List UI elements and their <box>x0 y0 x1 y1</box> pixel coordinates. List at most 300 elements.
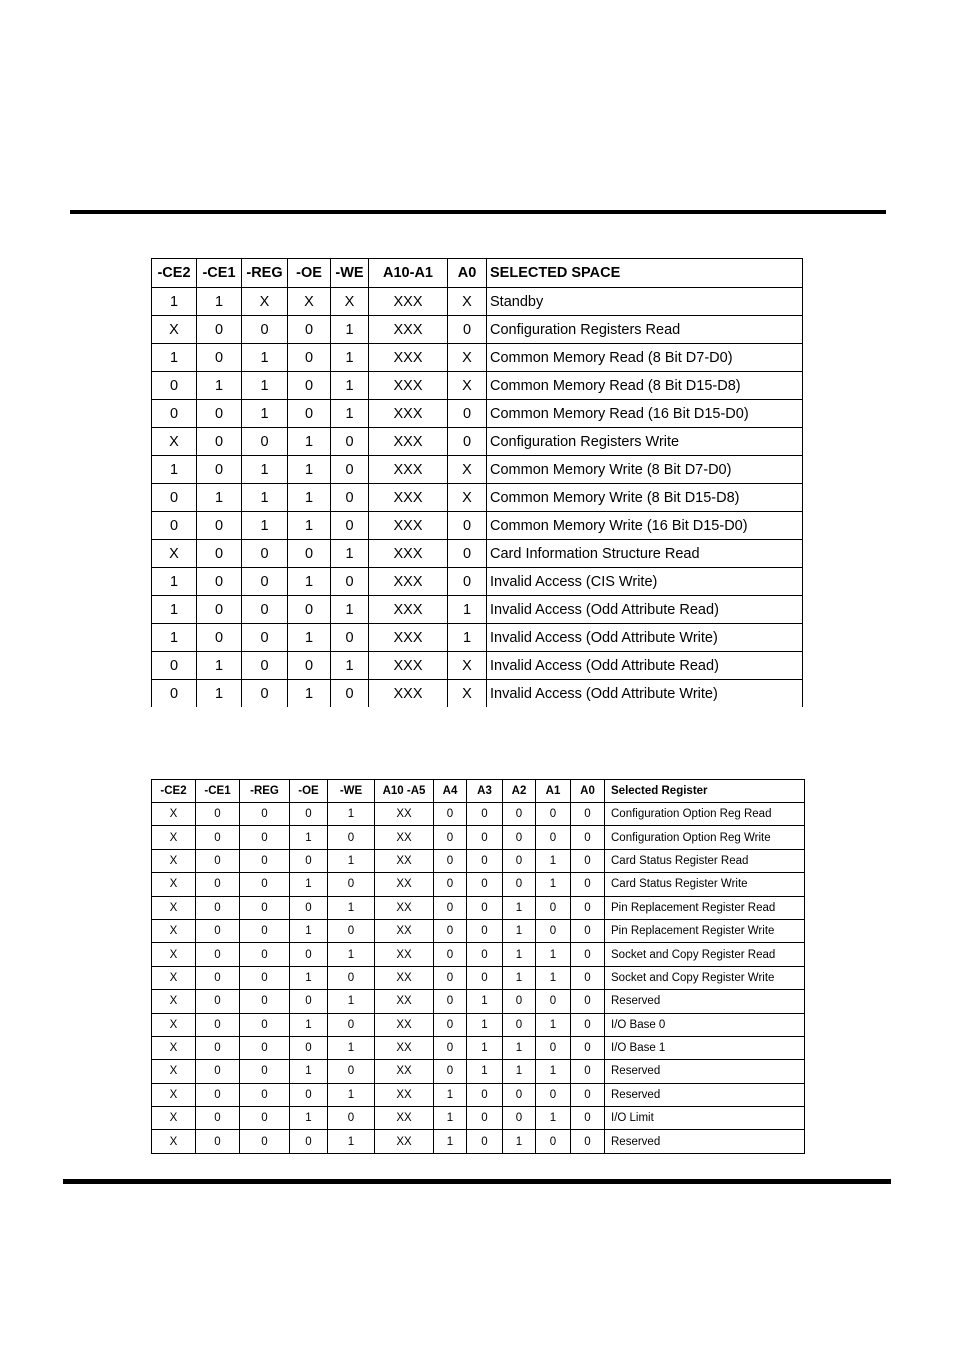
table-cell: 0 <box>240 803 290 826</box>
table-row <box>152 1013 805 1036</box>
table-cell: XXX <box>369 344 448 372</box>
table-cell: 0 <box>448 512 487 540</box>
table-cell: 0 <box>290 1083 328 1106</box>
table-row <box>152 966 805 989</box>
table-cell: 0 <box>571 990 605 1013</box>
table-cell: 1 <box>434 1107 467 1130</box>
table-cell: 0 <box>571 1107 605 1130</box>
table-cell: 0 <box>536 1036 571 1059</box>
table-cell: 1 <box>328 896 375 919</box>
table-row <box>152 826 805 849</box>
table-cell: 0 <box>152 652 197 680</box>
table-cell: 1 <box>197 680 242 708</box>
table-cell: 0 <box>331 512 369 540</box>
table-cell: 0 <box>152 512 197 540</box>
table-cell: 0 <box>196 1107 240 1130</box>
table-cell: X <box>152 943 196 966</box>
table-cell: 0 <box>240 1130 290 1153</box>
table-row <box>152 1130 805 1153</box>
table-cell: XXX <box>369 400 448 428</box>
table-cell: 0 <box>448 540 487 568</box>
table-cell: 0 <box>571 873 605 896</box>
row-description: Configuration Option Reg Write <box>605 826 805 849</box>
table-cell: 0 <box>536 803 571 826</box>
table-row <box>152 344 803 372</box>
table-cell: 1 <box>331 372 369 400</box>
row-description: Card Status Register Read <box>605 849 805 872</box>
table-cell: X <box>152 803 196 826</box>
table-cell: 1 <box>288 512 331 540</box>
table-cell: 1 <box>290 1107 328 1130</box>
table-cell: X <box>448 652 487 680</box>
table-cell: 0 <box>290 1130 328 1153</box>
table-cell: 0 <box>196 873 240 896</box>
table-cell: 0 <box>328 826 375 849</box>
table-cell: 0 <box>197 512 242 540</box>
table-cell: 0 <box>240 919 290 942</box>
table-cell: 0 <box>196 1036 240 1059</box>
table-cell: 1 <box>434 1083 467 1106</box>
register-table <box>151 779 805 1154</box>
table-cell: 0 <box>328 966 375 989</box>
table-cell: 0 <box>331 484 369 512</box>
table-cell: 0 <box>434 896 467 919</box>
table-cell: X <box>152 1083 196 1106</box>
table-cell: 0 <box>152 680 197 708</box>
table-cell: XX <box>375 1083 434 1106</box>
table-cell: 1 <box>290 1013 328 1036</box>
table-cell: 0 <box>571 896 605 919</box>
table-row <box>152 540 803 568</box>
column-header: -OE <box>290 780 328 803</box>
table-cell: 1 <box>152 288 197 316</box>
table-cell: 0 <box>467 919 503 942</box>
column-header: -REG <box>242 259 288 288</box>
table-cell: XXX <box>369 512 448 540</box>
table-cell: X <box>152 1130 196 1153</box>
table-cell: 0 <box>467 1083 503 1106</box>
table-cell: 0 <box>197 428 242 456</box>
table-cell: 0 <box>467 896 503 919</box>
table-cell: 0 <box>331 624 369 652</box>
table-cell: X <box>288 288 331 316</box>
top-divider <box>70 210 886 214</box>
table-cell: 1 <box>288 680 331 708</box>
table-cell: X <box>448 456 487 484</box>
table-cell: 1 <box>242 344 288 372</box>
table-cell: 0 <box>571 1060 605 1083</box>
table-row <box>152 652 803 680</box>
table-cell: 1 <box>503 943 536 966</box>
table-cell: 1 <box>328 849 375 872</box>
table-cell: X <box>152 540 197 568</box>
column-header: A1 <box>536 780 571 803</box>
column-header: A0 <box>448 259 487 288</box>
row-description: Common Memory Read (8 Bit D15-D8) <box>487 372 803 400</box>
table-cell: 0 <box>290 849 328 872</box>
table-cell: 0 <box>288 372 331 400</box>
table-cell: 0 <box>536 1130 571 1153</box>
table-row <box>152 919 805 942</box>
column-header: -CE2 <box>152 780 196 803</box>
table-cell: 0 <box>196 849 240 872</box>
table-cell: 1 <box>152 596 197 624</box>
table-cell: 0 <box>197 400 242 428</box>
table-cell: X <box>152 873 196 896</box>
table-cell: XXX <box>369 484 448 512</box>
table-cell: 0 <box>536 826 571 849</box>
table-row <box>152 1060 805 1083</box>
table-cell: 0 <box>331 568 369 596</box>
table-cell: 0 <box>240 966 290 989</box>
table-cell: 0 <box>240 943 290 966</box>
table-cell: X <box>152 1013 196 1036</box>
row-description: Common Memory Read (16 Bit D15-D0) <box>487 400 803 428</box>
table-cell: X <box>448 344 487 372</box>
table-cell: 0 <box>434 1013 467 1036</box>
table-cell: 0 <box>328 1107 375 1130</box>
table-cell: 1 <box>467 990 503 1013</box>
table-cell: 1 <box>328 990 375 1013</box>
table-cell: 0 <box>503 873 536 896</box>
table-cell: XXX <box>369 568 448 596</box>
table-row <box>152 680 803 708</box>
table-cell: 0 <box>196 803 240 826</box>
row-description: Pin Replacement Register Write <box>605 919 805 942</box>
table-cell: 0 <box>434 966 467 989</box>
column-header: A0 <box>571 780 605 803</box>
table-cell: 0 <box>288 652 331 680</box>
table-cell: 0 <box>571 1083 605 1106</box>
table-cell: 1 <box>242 512 288 540</box>
table-cell: 0 <box>197 624 242 652</box>
table-row <box>152 943 805 966</box>
table-row <box>152 288 803 316</box>
table-cell: X <box>448 288 487 316</box>
table-cell: 0 <box>571 966 605 989</box>
table-cell: 0 <box>242 596 288 624</box>
column-header: -CE2 <box>152 259 197 288</box>
row-description: Invalid Access (Odd Attribute Read) <box>487 652 803 680</box>
table-cell: XX <box>375 919 434 942</box>
row-description: Common Memory Write (8 Bit D7-D0) <box>487 456 803 484</box>
table-cell: 0 <box>242 540 288 568</box>
table-cell: X <box>152 1060 196 1083</box>
table-cell: 1 <box>288 484 331 512</box>
table-cell: 0 <box>288 400 331 428</box>
table-cell: 0 <box>240 1107 290 1130</box>
row-description: Standby <box>487 288 803 316</box>
table-cell: 1 <box>536 943 571 966</box>
table-cell: 0 <box>242 652 288 680</box>
table-row <box>152 316 803 344</box>
table2-body <box>152 803 805 1154</box>
table-cell: 1 <box>503 966 536 989</box>
table-cell: XX <box>375 873 434 896</box>
table-cell: 1 <box>288 624 331 652</box>
table-cell: 1 <box>288 456 331 484</box>
row-description: Reserved <box>605 1060 805 1083</box>
table-cell: 0 <box>242 680 288 708</box>
table-cell: 0 <box>331 428 369 456</box>
table-row <box>152 400 803 428</box>
table-cell: 1 <box>290 873 328 896</box>
table-cell: 0 <box>434 849 467 872</box>
table-cell: 1 <box>328 1083 375 1106</box>
table-cell: 0 <box>197 456 242 484</box>
table-cell: 0 <box>196 919 240 942</box>
row-description: Pin Replacement Register Read <box>605 896 805 919</box>
table-cell: 0 <box>196 1060 240 1083</box>
table-cell: 0 <box>152 484 197 512</box>
table-cell: 0 <box>331 456 369 484</box>
table-cell: 1 <box>503 919 536 942</box>
table-cell: 0 <box>242 624 288 652</box>
table-cell: XXX <box>369 652 448 680</box>
table-cell: 1 <box>152 344 197 372</box>
table-cell: 1 <box>197 484 242 512</box>
table-cell: XX <box>375 849 434 872</box>
row-description: Invalid Access (Odd Attribute Read) <box>487 596 803 624</box>
table-cell: 0 <box>328 873 375 896</box>
table-cell: 1 <box>152 568 197 596</box>
row-description: Reserved <box>605 1083 805 1106</box>
table-cell: XX <box>375 1130 434 1153</box>
table-cell: 1 <box>288 428 331 456</box>
row-description: Reserved <box>605 1130 805 1153</box>
bottom-divider <box>63 1179 891 1184</box>
table-cell: 0 <box>503 803 536 826</box>
column-header: -CE1 <box>196 780 240 803</box>
table-cell: XX <box>375 966 434 989</box>
table-cell: 1 <box>328 803 375 826</box>
table-cell: X <box>152 1107 196 1130</box>
table-cell: 1 <box>503 1130 536 1153</box>
column-header: A10-A1 <box>369 259 448 288</box>
table-cell: XX <box>375 1036 434 1059</box>
table-cell: X <box>152 919 196 942</box>
table-cell: 0 <box>240 1013 290 1036</box>
table-cell: X <box>152 1036 196 1059</box>
table-cell: X <box>152 826 196 849</box>
table-cell: 1 <box>328 1130 375 1153</box>
table-cell: 0 <box>197 568 242 596</box>
column-header: SELECTED SPACE <box>487 259 803 288</box>
table1-header <box>152 259 803 288</box>
table-cell: 0 <box>571 1036 605 1059</box>
table-cell: 0 <box>434 803 467 826</box>
table-cell: 1 <box>290 826 328 849</box>
table-cell: 0 <box>571 803 605 826</box>
column-header: A10 -A5 <box>375 780 434 803</box>
table-cell: 1 <box>197 288 242 316</box>
row-description: Card Information Structure Read <box>487 540 803 568</box>
table-cell: 1 <box>503 896 536 919</box>
table-cell: 0 <box>467 943 503 966</box>
table-cell: 0 <box>196 1130 240 1153</box>
table-cell: 1 <box>536 1107 571 1130</box>
column-header: -REG <box>240 780 290 803</box>
table-cell: 0 <box>467 1107 503 1130</box>
table1-header-row <box>152 259 803 288</box>
row-description: Configuration Registers Read <box>487 316 803 344</box>
table-cell: 0 <box>448 428 487 456</box>
table-cell: 0 <box>448 400 487 428</box>
table-cell: 0 <box>290 990 328 1013</box>
table-row <box>152 456 803 484</box>
table-cell: 1 <box>290 919 328 942</box>
table-cell: 1 <box>152 624 197 652</box>
table-cell: XXX <box>369 288 448 316</box>
table-cell: X <box>448 372 487 400</box>
table-cell: 0 <box>196 990 240 1013</box>
table-cell: 1 <box>503 1036 536 1059</box>
table-cell: XXX <box>369 624 448 652</box>
column-header: A2 <box>503 780 536 803</box>
row-description: Common Memory Write (8 Bit D15-D8) <box>487 484 803 512</box>
table-cell: XXX <box>369 316 448 344</box>
table-cell: 0 <box>571 1013 605 1036</box>
table-cell: 1 <box>328 1036 375 1059</box>
table-cell: 1 <box>331 344 369 372</box>
table-cell: 0 <box>152 372 197 400</box>
table-cell: 0 <box>290 896 328 919</box>
table-cell: 0 <box>240 1083 290 1106</box>
table-cell: X <box>448 680 487 708</box>
table2-header-row <box>152 780 805 803</box>
table-cell: 0 <box>197 316 242 344</box>
table-row <box>152 568 803 596</box>
table-cell: 0 <box>240 1060 290 1083</box>
table-cell: 1 <box>290 1060 328 1083</box>
table-cell: XXX <box>369 428 448 456</box>
row-description: I/O Limit <box>605 1107 805 1130</box>
table-cell: 1 <box>467 1036 503 1059</box>
table-row <box>152 624 803 652</box>
table-cell: XX <box>375 990 434 1013</box>
table-cell: XXX <box>369 456 448 484</box>
table-cell: 0 <box>240 990 290 1013</box>
table-cell: 1 <box>434 1130 467 1153</box>
column-header: -WE <box>328 780 375 803</box>
table-cell: 0 <box>196 943 240 966</box>
table-cell: 0 <box>571 943 605 966</box>
table-cell: 1 <box>290 966 328 989</box>
table-cell: 0 <box>434 826 467 849</box>
row-description: Socket and Copy Register Read <box>605 943 805 966</box>
table-cell: 0 <box>434 943 467 966</box>
table-cell: XX <box>375 1060 434 1083</box>
table-cell: 0 <box>196 896 240 919</box>
table-cell: 1 <box>197 372 242 400</box>
table-cell: 1 <box>536 966 571 989</box>
table-cell: 1 <box>288 568 331 596</box>
table-cell: 0 <box>288 596 331 624</box>
table-cell: 0 <box>536 990 571 1013</box>
table-row <box>152 896 805 919</box>
table-cell: X <box>152 896 196 919</box>
table-cell: 1 <box>536 1013 571 1036</box>
table-cell: 0 <box>152 400 197 428</box>
table-row <box>152 1107 805 1130</box>
table-cell: X <box>448 484 487 512</box>
table-cell: 0 <box>467 1130 503 1153</box>
row-description: Common Memory Write (16 Bit D15-D0) <box>487 512 803 540</box>
table-cell: 0 <box>288 316 331 344</box>
table-cell: 0 <box>571 919 605 942</box>
table-cell: 0 <box>467 803 503 826</box>
table-cell: 0 <box>467 826 503 849</box>
table-cell: 0 <box>197 344 242 372</box>
table-cell: 0 <box>571 826 605 849</box>
table-cell: 0 <box>240 826 290 849</box>
table-cell: 1 <box>448 596 487 624</box>
table-cell: 0 <box>448 316 487 344</box>
table-cell: X <box>331 288 369 316</box>
table-cell: 1 <box>242 456 288 484</box>
table-cell: 0 <box>290 1036 328 1059</box>
row-description: Card Status Register Write <box>605 873 805 896</box>
column-header: -CE1 <box>197 259 242 288</box>
row-description: Configuration Option Reg Read <box>605 803 805 826</box>
row-description: Socket and Copy Register Write <box>605 966 805 989</box>
table1-body <box>152 288 803 708</box>
table-cell: 0 <box>328 1013 375 1036</box>
table-cell: XX <box>375 803 434 826</box>
table-cell: 0 <box>467 849 503 872</box>
table-cell: 1 <box>331 596 369 624</box>
table-cell: 1 <box>328 943 375 966</box>
table-cell: 0 <box>196 1083 240 1106</box>
table-cell: 1 <box>536 849 571 872</box>
row-description: I/O Base 0 <box>605 1013 805 1036</box>
table-cell: 0 <box>571 849 605 872</box>
table-cell: 0 <box>434 1060 467 1083</box>
row-description: Configuration Registers Write <box>487 428 803 456</box>
table-cell: XXX <box>369 680 448 708</box>
table-cell: 0 <box>328 1060 375 1083</box>
table-cell: X <box>152 990 196 1013</box>
table-cell: 1 <box>331 400 369 428</box>
table-row <box>152 372 803 400</box>
table-cell: 0 <box>503 990 536 1013</box>
table-cell: X <box>152 849 196 872</box>
table-cell: 0 <box>288 540 331 568</box>
table-cell: 0 <box>503 826 536 849</box>
table-cell: 0 <box>503 1013 536 1036</box>
table-cell: 1 <box>467 1013 503 1036</box>
table-cell: 0 <box>331 680 369 708</box>
table-row <box>152 990 805 1013</box>
table-cell: XX <box>375 896 434 919</box>
table-row <box>152 849 805 872</box>
table-cell: XX <box>375 1107 434 1130</box>
table-cell: 0 <box>434 1036 467 1059</box>
column-header: Selected Register <box>605 780 805 803</box>
row-description: I/O Base 1 <box>605 1036 805 1059</box>
table-cell: 0 <box>242 428 288 456</box>
table-cell: XX <box>375 943 434 966</box>
table-cell: XX <box>375 826 434 849</box>
table-cell: X <box>242 288 288 316</box>
table-cell: 1 <box>448 624 487 652</box>
table-cell: 1 <box>152 456 197 484</box>
column-header: A3 <box>467 780 503 803</box>
table-cell: 1 <box>242 484 288 512</box>
column-header: A4 <box>434 780 467 803</box>
table-cell: XXX <box>369 372 448 400</box>
table-cell: 0 <box>328 919 375 942</box>
